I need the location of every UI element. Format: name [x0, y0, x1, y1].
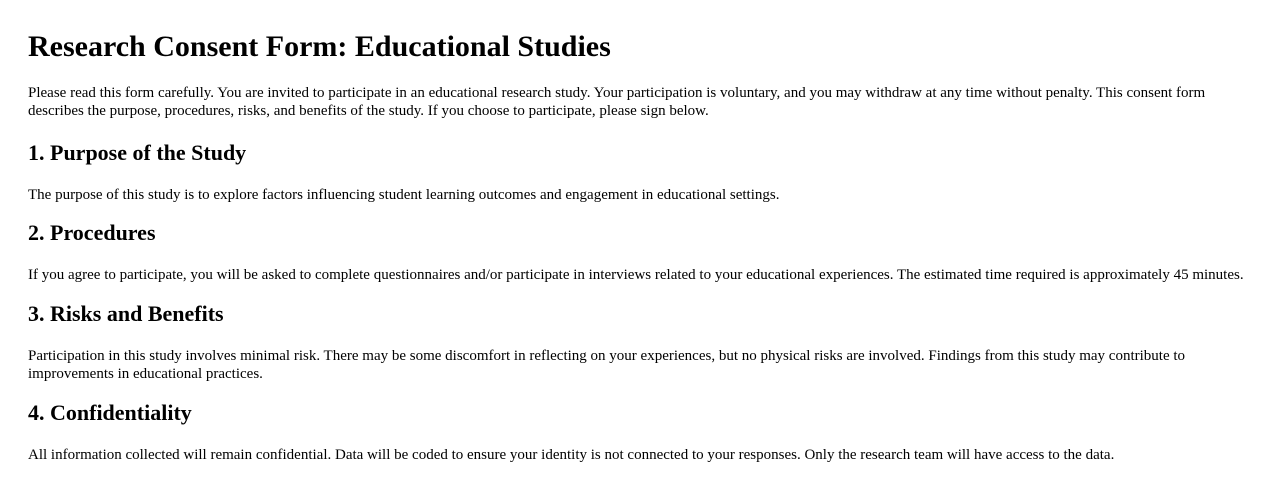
section-heading-procedures: 2. Procedures: [28, 220, 156, 245]
page-title: Research Consent Form: Educational Studies: [28, 30, 611, 63]
intro-paragraph: Please read this form carefully. You are invited to participate in an educational research study. Your participation is voluntary, and you may withdraw at any time without penalty. This consent form describes the purpose, procedures, risks, and benefits of the study. If you choose to participate, please sign below.: [28, 85, 1206, 119]
section-body-purpose: The purpose of this study is to explore factors influencing student learning outcomes and engagement in educational settings.: [28, 187, 780, 203]
section-body-risks-benefits: Participation in this study involves minimal risk. There may be some discomfort in reflecting on your experiences, but no physical risks are involved. Findings from this study may contribute to improvements in educational practices.: [28, 348, 1186, 382]
section-body-procedures: If you agree to participate, you will be asked to complete questionnaires and/or participate in interviews related to your educational experiences. The estimated time required is approximately 45 minutes.: [28, 267, 1244, 283]
section-body-confidentiality: All information collected will remain confidential. Data will be coded to ensure your identity is not connected to your responses. Only the research team will have access to the data.: [28, 447, 1115, 463]
section-heading-purpose: 1. Purpose of the Study: [28, 140, 247, 165]
section-heading-confidentiality: 4. Confidentiality: [28, 400, 192, 425]
consent-form-page: [0, 30, 1278, 464]
section-heading-risks-benefits: 3. Risks and Benefits: [28, 301, 224, 326]
